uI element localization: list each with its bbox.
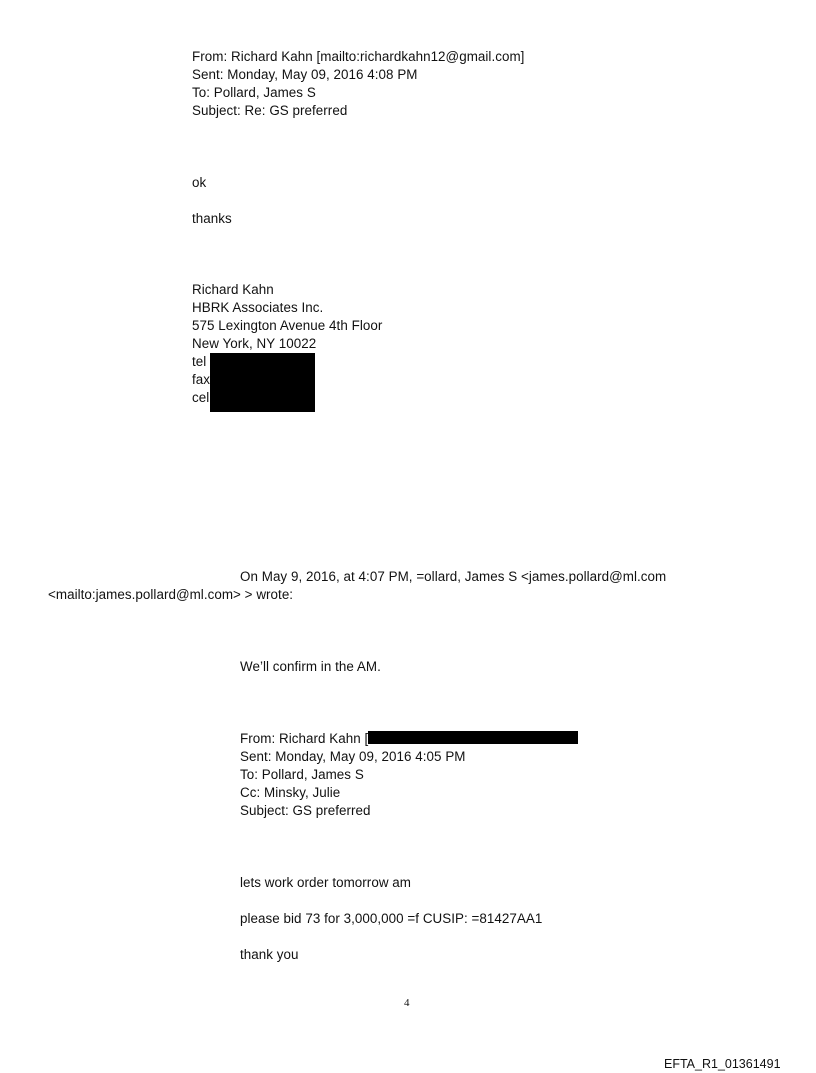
signature-tel-label: tel — [192, 354, 207, 369]
email2-body-line1: lets work order tomorrow am — [240, 875, 412, 890]
email-body-ok: ok — [192, 175, 207, 190]
email-body-thanks: thanks — [192, 211, 232, 226]
reply-text: We’ll confirm in the AM. — [240, 659, 381, 674]
quote-header-line1: On May 9, 2016, at 4:07 PM, =ollard, James S <james.pollard@ml.com — [240, 569, 667, 584]
email-from-line: From: Richard Kahn [mailto:richardkahn12@gmail.com] — [192, 49, 525, 64]
signature-cel-label: cel — [192, 390, 210, 405]
email-sent-line: Sent: Monday, May 09, 2016 4:08 PM — [192, 67, 418, 82]
signature-company: HBRK Associates Inc. — [192, 300, 324, 315]
email2-body-line3: thank you — [240, 947, 299, 962]
email2-body-line2: please bid 73 for 3,000,000 =f CUSIP: =81427AA1 — [240, 911, 543, 926]
email2-sent-line: Sent: Monday, May 09, 2016 4:05 PM — [240, 749, 466, 764]
signature-fax-label: fax — [192, 372, 211, 387]
page-number: 4 — [404, 997, 410, 1009]
signature-name: Richard Kahn — [192, 282, 274, 297]
email-subject-line: Subject: Re: GS preferred — [192, 103, 348, 118]
email-to-line: To: Pollard, James S — [192, 85, 316, 100]
quote-header-line2: <mailto:james.pollard@ml.com> > wrote: — [48, 587, 294, 602]
email2-to-line: To: Pollard, James S — [240, 767, 364, 782]
email2-subject-line: Subject: GS preferred — [240, 803, 371, 818]
document-id-footer: EFTA_R1_01361491 — [664, 1057, 781, 1071]
signature-city: New York, NY 10022 — [192, 336, 317, 351]
signature-address: 575 Lexington Avenue 4th Floor — [192, 318, 383, 333]
email2-from-line: From: Richard Kahn [ — [240, 731, 369, 746]
redaction-block-contact-numbers — [210, 353, 315, 412]
email2-cc-line: Cc: Minsky, Julie — [240, 785, 341, 800]
redaction-block-email-address — [368, 731, 578, 744]
